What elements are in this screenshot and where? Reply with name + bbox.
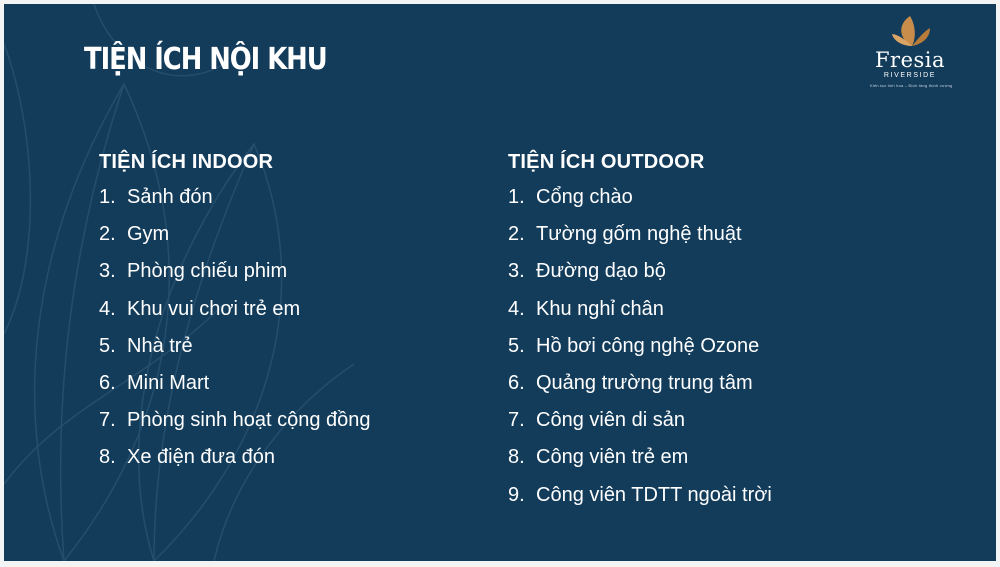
list-item	[99, 296, 371, 333]
item-number: 1.	[508, 186, 525, 208]
item-label: Xe điện đưa đón	[127, 446, 275, 469]
brand-subtitle: RIVERSIDE	[883, 72, 937, 79]
outdoor-list	[508, 184, 772, 519]
list-item	[508, 333, 772, 370]
list-item	[508, 370, 772, 407]
list-item	[99, 221, 371, 258]
item-number: 5.	[508, 334, 525, 357]
item-number: 7.	[508, 409, 525, 432]
item-number: 3.	[99, 260, 116, 283]
list-item	[99, 333, 371, 370]
indoor-list	[99, 184, 371, 482]
list-item	[508, 184, 772, 221]
item-number: 1.	[99, 186, 116, 208]
indoor-amenities	[99, 151, 371, 482]
item-number: 2.	[99, 223, 116, 246]
item-number: 3.	[508, 260, 525, 283]
list-item	[99, 407, 371, 444]
item-number: 6.	[508, 371, 525, 394]
item-label: Hồ bơi công nghệ Ozone	[536, 334, 760, 357]
list-item	[508, 258, 772, 295]
item-label: Nhà trẻ	[127, 334, 193, 357]
item-label: Cổng chào	[536, 186, 633, 208]
brand-tagline: Kiến tạo tinh hoa – Định tầng thịnh vượng	[870, 83, 953, 88]
item-label: Khu vui chơi trẻ em	[127, 297, 301, 320]
item-label: Sảnh đón	[127, 186, 213, 208]
item-number: 4.	[508, 297, 525, 320]
list-item	[508, 221, 772, 258]
item-number: 2.	[508, 223, 525, 246]
slide	[4, 4, 996, 561]
item-label: Mini Mart	[127, 371, 210, 394]
item-number: 4.	[99, 297, 116, 320]
list-item	[99, 184, 371, 221]
list-item	[508, 296, 772, 333]
leaf-icon	[892, 14, 932, 48]
item-number: 9.	[508, 483, 525, 506]
list-item	[508, 407, 772, 444]
list-item	[99, 444, 371, 481]
item-label: Tường gốm nghệ thuật	[536, 223, 742, 246]
item-number: 7.	[99, 409, 116, 432]
list-item	[99, 258, 371, 295]
outdoor-heading: TIỆN ÍCH OUTDOOR	[508, 151, 705, 173]
indoor-heading: TIỆN ÍCH INDOOR	[99, 151, 274, 173]
item-number: 6.	[99, 371, 116, 394]
brand-logo	[870, 14, 980, 94]
item-number: 8.	[508, 446, 525, 469]
item-number: 5.	[99, 334, 116, 357]
brand-name: Fresia	[874, 48, 946, 72]
item-label: Quảng trường trung tâm	[536, 371, 753, 394]
outdoor-amenities	[508, 151, 772, 519]
item-label: Khu nghỉ chân	[536, 297, 664, 320]
item-label: Công viên trẻ em	[536, 446, 689, 469]
item-label: Phòng chiếu phim	[127, 260, 288, 283]
item-label: Phòng sinh hoạt cộng đồng	[127, 409, 371, 432]
item-label: Gym	[127, 223, 170, 246]
item-label: Đường dạo bộ	[536, 260, 666, 283]
list-item	[508, 482, 772, 519]
item-label: Công viên TDTT ngoài trời	[536, 483, 772, 506]
item-number: 8.	[99, 446, 116, 469]
list-item	[99, 370, 371, 407]
list-item	[508, 444, 772, 481]
item-label: Công viên di sản	[536, 409, 685, 432]
page-title: TIỆN ÍCH NỘI KHU	[84, 42, 327, 77]
